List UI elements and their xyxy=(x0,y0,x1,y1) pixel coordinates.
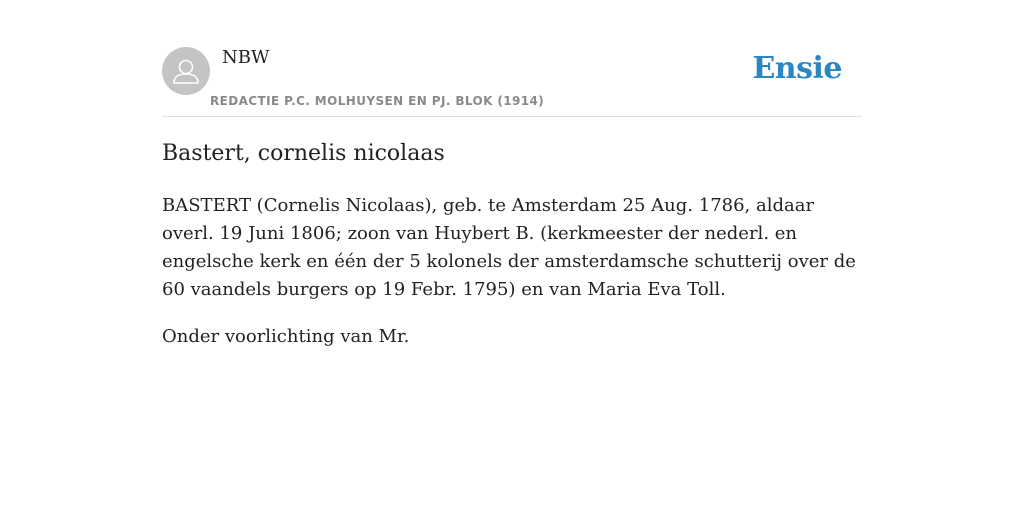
brand-logo[interactable]: Ensie xyxy=(752,51,842,86)
article-paragraph: BASTERT (Cornelis Nicolaas), geb. te Amsterdam 25 Aug. 1786, aldaar overl. 19 Juni 1806; zoon van Huybert B. (kerkmeester der nederl. en engelsche kerk en één der 5 kolonels der amsterdamsche schutterij over de 60 vaandels burgers op 19 Febr. 1795) en van Maria Eva Toll. xyxy=(162,195,856,300)
user-silhouette-icon xyxy=(162,47,210,95)
source-header xyxy=(162,40,862,117)
article-body xyxy=(162,192,862,370)
avatar[interactable] xyxy=(162,47,210,95)
article-paragraph: Onder voorlichting van Mr. xyxy=(162,326,410,347)
article-title: Bastert, cornelis nicolaas xyxy=(162,141,445,166)
source-subtitle: REDACTIE P.C. MOLHUYSEN EN PJ. BLOK (1914) xyxy=(210,94,545,108)
source-name[interactable]: NBW xyxy=(222,47,270,68)
